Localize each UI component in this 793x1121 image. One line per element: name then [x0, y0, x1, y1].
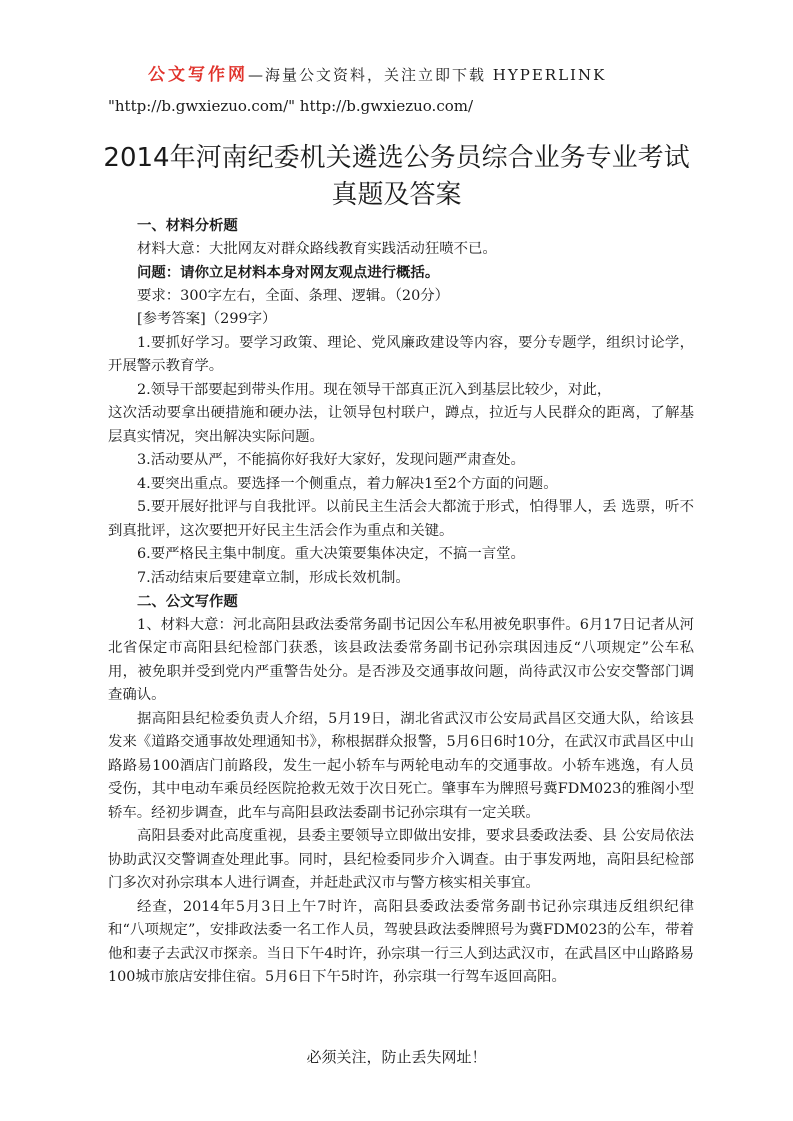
answer-point: 7.活动结束后要建章立制，形成长效机制。	[137, 569, 410, 586]
answer-point: 2.领导干部要起到带头作用。现在领导干部真正沉入到基层比较少，对此，	[137, 381, 612, 398]
answer-point: 3.活动要从严，不能搞你好我好大家好，发现问题严肃查处。	[137, 452, 525, 468]
answer-point: 5.要开展好批评与自我批评。以前民主生活会大都流于形式，怕得罪人，丢 选票，听不到真批评，这次要把开好民主生活会作为重点和关键。	[108, 499, 694, 539]
document-body	[108, 214, 694, 990]
section2-paragraph: 1、材料大意：河北高阳县政法委常务副书记因公车私用被免职事件。6月17日记者从河北省保定市高阳县纪检部门获悉，该县政法委常务副书记孙宗琪因违反“八项规定”公车私用，被免职并受到党内严重警告处分。是否涉及交通事故问题，尚待武汉市公安交警部门调查确认。	[108, 616, 694, 703]
answer-label: [参考答案]（299字）	[137, 311, 277, 327]
header-link[interactable]: "http://b.gwxiezuo.com/" http://b.gwxiezuo.com/	[108, 97, 474, 115]
section2-paragraph: 高阳县委对此高度重视，县委主要领导立即做出安排，要求县委政法委、县 公安局依法协助武汉交警调查处理此事。同时，县纪检委同步介入调查。由于事发两地，高阳县纪检部门多次对孙宗琪本人进行调查，并赶赴武汉市与警方核实相关事宜。	[108, 828, 694, 891]
section1-question: 问题：请你立足材料本身对网友观点进行概括。	[137, 264, 440, 281]
document-title: 2014年河南纪委机关遴选公务员综合业务专业考试真题及答案	[103, 143, 690, 210]
brand-logo-text[interactable]: 公文写作网	[148, 65, 248, 85]
header-banner	[148, 60, 708, 85]
section1-requirement: 要求：300字左右，全面、条理、逻辑。（20分）	[137, 287, 450, 304]
section2-paragraph: 经查，2014年5月3日上午7时许，高阳县委政法委常务副书记孙宗琪违反组织纪律和“八项规定”，安排政法委一名工作人员，驾驶县政法委牌照号为冀FDM023的公车，带着他和妻子去武汉市探亲。当日下午4时许，孙宗琪一行三人到达武汉市，在武昌区中山路路易100城市旅店安排住宿。5月6日下午5时许，孙宗琪一行驾车返回高阳。	[108, 898, 694, 985]
answer-point-continuation: 这次活动要拿出硬措施和硬办法，让领导包村联户，蹲点，拉近与人民群众的距离，了解基层真实情况，突出解决实际问题。	[108, 405, 694, 445]
section1-material: 材料大意：大批网友对群众路线教育实践活动狂喷不已。	[137, 240, 497, 257]
footer-notice: 必须关注，防止丢失网址！	[306, 1048, 487, 1066]
section2-paragraph: 据高阳县纪检委负责人介绍，5月19日，湖北省武汉市公安局武昌区交通大队，给该县发来《道路交通事故处理通知书》，称根据群众报警，5月6日6时10分，在武汉市武昌区中山路路易100酒店门前路段，发生一起小轿车与两轮电动车的交通事故。小轿车逃逸，有人员受伤，其中电动车乘员经医院抢救无效于次日死亡。肇事车为牌照号冀FDM023的雅阁小型轿车。经初步调查，此车与高阳县政法委副书记孙宗琪有一定关联。	[108, 710, 694, 821]
answer-point: 1.要抓好学习。要学习政策、理论、党风廉政建设等内容，要分专题学，组织讨论学，开展警示教育学。	[108, 334, 694, 374]
section1-heading: 一、材料分析题	[137, 217, 238, 234]
header-tagline: —海量公文资料，关注立即下载 HYPERLINK	[248, 66, 607, 84]
answer-point: 4.要突出重点。要选择一个侧重点，着力解决1至2个方面的问题。	[137, 475, 558, 492]
answer-point: 6.要严格民主集中制度。重大决策要集体决定，不搞一言堂。	[137, 546, 525, 562]
section2-heading: 二、公文写作题	[137, 593, 238, 610]
